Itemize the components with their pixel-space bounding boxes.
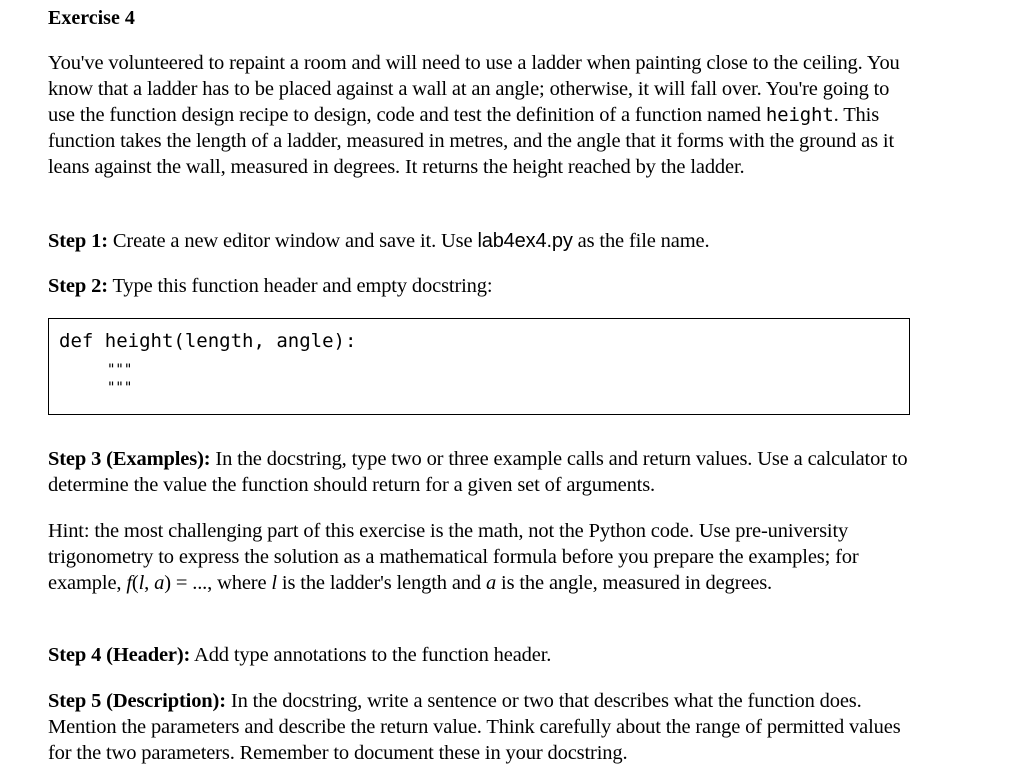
function-name-code: height xyxy=(765,104,834,126)
hint-text-2: is the ladder's length and xyxy=(276,572,486,594)
step5-paragraph xyxy=(48,688,916,766)
hint-formula-comma: , xyxy=(144,572,155,594)
hint-text-3: is the angle, measured in degrees. xyxy=(496,572,773,594)
code-docstring-open: """ xyxy=(107,362,133,378)
step1-text-before: Create a new editor window and save it. Use xyxy=(107,230,478,252)
code-def-line: def height(length, angle): xyxy=(59,330,357,352)
step2-label: Step 2: xyxy=(48,275,108,297)
step3-label: Step 3 (Examples): xyxy=(48,448,211,470)
step4-label: Step 4 (Header): xyxy=(48,644,191,666)
hint-formula-a: a xyxy=(154,572,165,594)
code-docstring-close: """ xyxy=(107,380,133,396)
step5-label: Step 5 (Description): xyxy=(48,690,226,712)
hint-paragraph xyxy=(48,518,916,596)
intro-text-after: . This function takes the length of a ladder, measured in metres, and the angle that it forms with the ground as it leans against the wall, measured in degrees. It returns the height reached by the ladder. xyxy=(48,104,895,178)
hint-formula-open: ( xyxy=(131,572,139,594)
exercise-title: Exercise 4 xyxy=(48,7,135,29)
step2-text: Type this function header and empty docstring: xyxy=(107,275,493,297)
hint-var-a: a xyxy=(485,572,497,594)
step1-paragraph xyxy=(48,228,916,254)
step4-paragraph xyxy=(48,642,916,668)
step1-filename: lab4ex4.py xyxy=(477,230,573,252)
intro-paragraph xyxy=(48,50,916,180)
step5-text: In the docstring, write a sentence or two that describes what the function does. Mention the parameters and describe the return value. Think carefully about the range of permitted values for the two parameters. Remember to document these in your docstring. xyxy=(48,690,901,764)
step4-text: Add type annotations to the function header. xyxy=(190,644,552,666)
step1-text-after: as the file name. xyxy=(572,230,710,252)
intro-text-before: You've volunteered to repaint a room and will need to use a ladder when painting close to the ceiling. You know that a ladder has to be placed against a wall at an angle; otherwise, it will fall over. You're going to use the function design recipe to design, code and test the definition of a function named xyxy=(48,52,900,126)
hint-formula-f: f xyxy=(126,572,132,594)
hint-var-l: l xyxy=(271,572,277,594)
hint-formula-close: ) = ..., where xyxy=(164,572,272,594)
step1-label: Step 1: xyxy=(48,230,108,252)
step3-paragraph xyxy=(48,446,916,498)
step2-paragraph xyxy=(48,273,916,299)
hint-formula-l: l xyxy=(138,572,145,594)
code-block xyxy=(48,318,910,415)
hint-text-1: Hint: the most challenging part of this exercise is the math, not the Python code. Use pre-university trigonometry to express the solution as a mathematical formula before you prepare the examples; for example, xyxy=(48,520,859,594)
step3-text: In the docstring, type two or three example calls and return values. Use a calculator to determine the value the function should return for a given set of arguments. xyxy=(48,448,908,496)
